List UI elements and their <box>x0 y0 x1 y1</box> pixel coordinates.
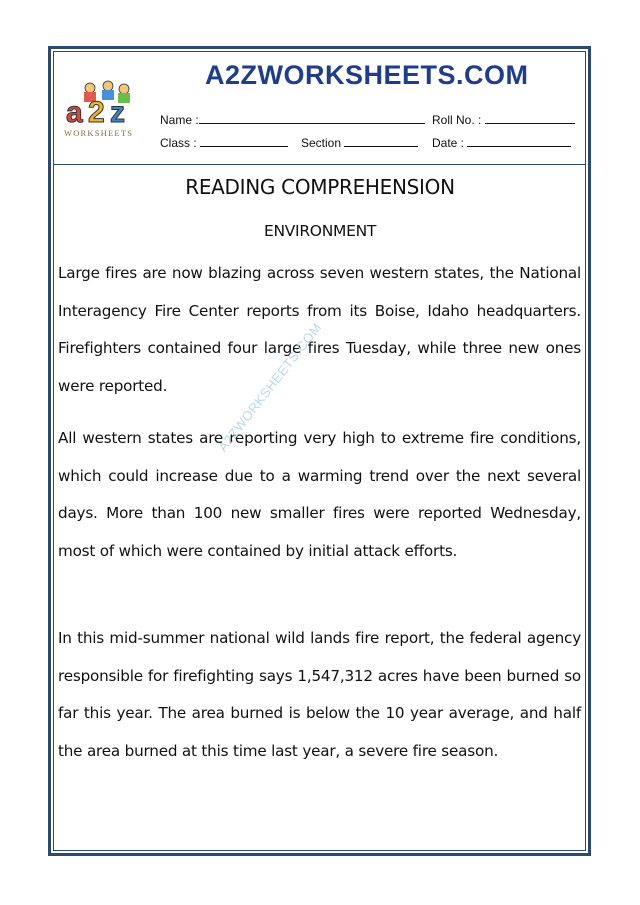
section-field <box>301 136 418 150</box>
date-label: Date : <box>432 136 465 150</box>
name-line[interactable] <box>199 113 425 124</box>
date-field <box>432 136 571 150</box>
svg-text:2: 2 <box>88 96 105 129</box>
class-field <box>160 136 288 150</box>
section-line[interactable] <box>344 136 418 147</box>
date-line[interactable] <box>467 136 571 147</box>
worksheet-title: READING COMPREHENSION <box>185 175 455 199</box>
paragraph-3: In this mid-summer national wild lands fire report, the federal agency responsible for firefighting says 1,547,312 acres have been burned so far this year. The area burned is below the 10 year average, and half the area burned at this time last year, a severe fire season. <box>58 629 581 760</box>
svg-text:WORKSHEETS: WORKSHEETS <box>64 128 134 138</box>
roll-line[interactable] <box>485 113 575 124</box>
name-label: Name : <box>160 113 199 127</box>
name-field <box>160 113 425 127</box>
class-line[interactable] <box>200 136 288 147</box>
svg-text:z: z <box>110 96 125 129</box>
paragraph-2: All western states are reporting very high to extreme fire conditions, which could increase due to a warming trend over the next several days. More than 100 new smaller fires were reported Wednesday, most of which were contained by initial attack efforts. <box>58 429 581 560</box>
site-title: A2ZWORKSHEETS.COM <box>205 60 529 90</box>
roll-label: Roll No. : <box>432 113 482 127</box>
svg-text:a: a <box>66 96 83 129</box>
worksheet-subtitle: ENVIRONMENT <box>263 222 377 240</box>
header-divider <box>53 164 586 165</box>
roll-field <box>432 113 575 127</box>
paragraph-1: Large fires are now blazing across seven western states, the National Interagency Fire Center reports from its Boise, Idaho headquarters. Firefighters contained four large fires Tuesday, while three new ones were reported. <box>58 264 581 395</box>
section-label: Section <box>301 136 342 150</box>
watermark: A2ZWORKSHEETS.COM <box>215 319 325 455</box>
a2z-logo <box>60 78 150 140</box>
class-label: Class : <box>160 136 197 150</box>
